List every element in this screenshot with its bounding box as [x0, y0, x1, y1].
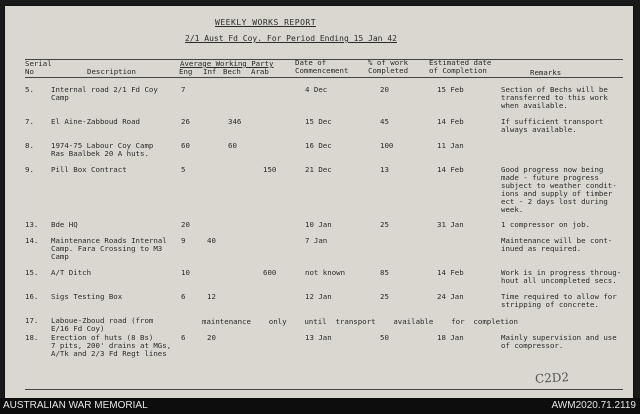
- col-header-no: No: [25, 67, 34, 76]
- bottom-rule: [25, 389, 623, 390]
- row-7-est: 14 Feb: [437, 268, 464, 277]
- row-10-remarks: Mainly supervision and use of compressor.: [501, 333, 617, 350]
- document-title: WEEKLY WORKS REPORT: [215, 18, 317, 27]
- row-5-remarks: 1 compressor on job.: [501, 220, 590, 229]
- row-2-serial: 7.: [25, 117, 34, 126]
- footer-accession-number: AWM2020.71.2119: [551, 400, 636, 411]
- row-2-bech: 346: [228, 117, 242, 126]
- col-header-inf: Inf: [203, 67, 217, 76]
- col-header-avg-party: Average Working Party: [180, 59, 274, 68]
- row-5-desc: Bde HQ: [51, 220, 78, 229]
- col-header-date-commencement: Date of Commencement: [295, 58, 349, 75]
- row-10-desc: Erection of huts (8 Bs) 7 pits, 200' drains at MGs, A/Tk and 2/3 Fd Regt lines: [51, 333, 172, 358]
- row-5-serial: 13.: [25, 220, 39, 229]
- row-6-remarks: Maintenance will be cont- inued as required.: [501, 236, 613, 253]
- row-1-est: 15 Feb: [437, 85, 464, 94]
- row-2-est: 14 Feb: [437, 117, 464, 126]
- row-3-bech: 60: [228, 141, 237, 150]
- row-3-pct: 100: [380, 141, 394, 150]
- row-6-serial: 14.: [25, 236, 39, 245]
- row-7-arab: 600: [263, 268, 277, 277]
- row-8-est: 24 Jan: [437, 292, 464, 301]
- row-8-inf: 12: [207, 292, 216, 301]
- row-4-arab: 150: [263, 165, 277, 174]
- row-1-serial: 5.: [25, 85, 34, 94]
- footer-institution: AUSTRALIAN WAR MEMORIAL: [3, 400, 148, 411]
- row-10-inf: 20: [207, 333, 216, 342]
- row-6-date: 7 Jan: [305, 236, 328, 245]
- row-7-remarks: Work is in progress throug- hout all uncompleted secs.: [501, 268, 622, 285]
- header-rule-bottom: [25, 77, 623, 78]
- row-4-serial: 9.: [25, 165, 34, 174]
- row-2-date: 15 Dec: [305, 117, 332, 126]
- row-7-date: not known: [305, 268, 346, 277]
- row-4-desc: Pill Box Contract: [51, 165, 127, 174]
- footer-bar: [0, 398, 640, 414]
- row-4-remarks: Good progress now being made - future progress subject to weather condit- ions and supply of timber ect - 2 days lost during week.: [501, 165, 617, 214]
- row-3-eng: 60: [181, 141, 190, 150]
- row-2-desc: El Aine-Zabboud Road: [51, 117, 140, 126]
- document-subtitle: 2/1 Aust Fd Coy. For Period Ending 15 Jan 42: [185, 34, 397, 43]
- row-7-serial: 15.: [25, 268, 39, 277]
- col-header-pct-completed: % of work Completed: [368, 58, 409, 75]
- row-5-est: 31 Jan: [437, 220, 464, 229]
- row-3-desc: 1974-75 Labour Coy Camp Ras Baalbek 20 A huts.: [51, 141, 154, 158]
- row-9-serial: 17.: [25, 316, 39, 325]
- row-5-pct: 25: [380, 220, 389, 229]
- row-7-eng: 10: [181, 268, 190, 277]
- row-7-desc: A/T Ditch: [51, 268, 92, 277]
- handwritten-mark: C2D2: [534, 370, 570, 386]
- row-10-pct: 50: [380, 333, 389, 342]
- row-1-date: 4 Dec: [305, 85, 328, 94]
- row-6-inf: 40: [207, 236, 216, 245]
- row-7-pct: 85: [380, 268, 389, 277]
- row-1-pct: 20: [380, 85, 389, 94]
- row-8-date: 12 Jan: [305, 292, 332, 301]
- row-8-remarks: Time required to allow for stripping of concrete.: [501, 292, 617, 309]
- col-header-serial: Serial: [25, 59, 52, 68]
- row-4-date: 21 Dec: [305, 165, 332, 174]
- row-4-eng: 5: [181, 165, 186, 174]
- col-header-arab: Arab: [251, 67, 269, 76]
- row-10-date: 13 Jan: [305, 333, 332, 342]
- row-17-note: maintenance only until transport available for completion: [202, 317, 518, 326]
- document-page: [5, 6, 633, 398]
- row-6-eng: 9: [181, 236, 186, 245]
- row-2-remarks: If sufficient transport always available.: [501, 117, 604, 134]
- row-4-est: 14 Feb: [437, 165, 464, 174]
- row-2-eng: 26: [181, 117, 190, 126]
- row-8-serial: 16.: [25, 292, 39, 301]
- row-3-serial: 8.: [25, 141, 34, 150]
- row-10-eng: 6: [181, 333, 186, 342]
- row-5-date: 10 Jan: [305, 220, 332, 229]
- row-1-desc: Internal road 2/1 Fd Coy Camp: [51, 85, 158, 102]
- col-header-description: Description: [87, 67, 136, 76]
- row-6-desc: Maintenance Roads Internal Camp. Fara Crossing to M3 Camp: [51, 236, 167, 261]
- row-10-serial: 18.: [25, 333, 39, 342]
- row-3-date: 16 Dec: [305, 141, 332, 150]
- row-10-est: 18 Jan: [437, 333, 464, 342]
- col-header-est-completion: Estimated date of Completion: [429, 58, 492, 75]
- row-8-pct: 25: [380, 292, 389, 301]
- row-9-desc: Laboue-Zboud road (from E/16 Fd Coy): [51, 316, 154, 333]
- row-8-desc: Sigs Testing Box: [51, 292, 123, 301]
- row-1-remarks: Section of Bechs will be transferred to this work when available.: [501, 85, 608, 110]
- row-4-pct: 13: [380, 165, 389, 174]
- row-2-pct: 45: [380, 117, 389, 126]
- col-header-bech: Bech: [223, 67, 241, 76]
- row-8-eng: 6: [181, 292, 186, 301]
- row-5-eng: 20: [181, 220, 190, 229]
- col-header-eng: Eng: [179, 67, 193, 76]
- row-3-est: 11 Jan: [437, 141, 464, 150]
- col-header-remarks: Remarks: [530, 68, 562, 77]
- row-1-eng: 7: [181, 85, 186, 94]
